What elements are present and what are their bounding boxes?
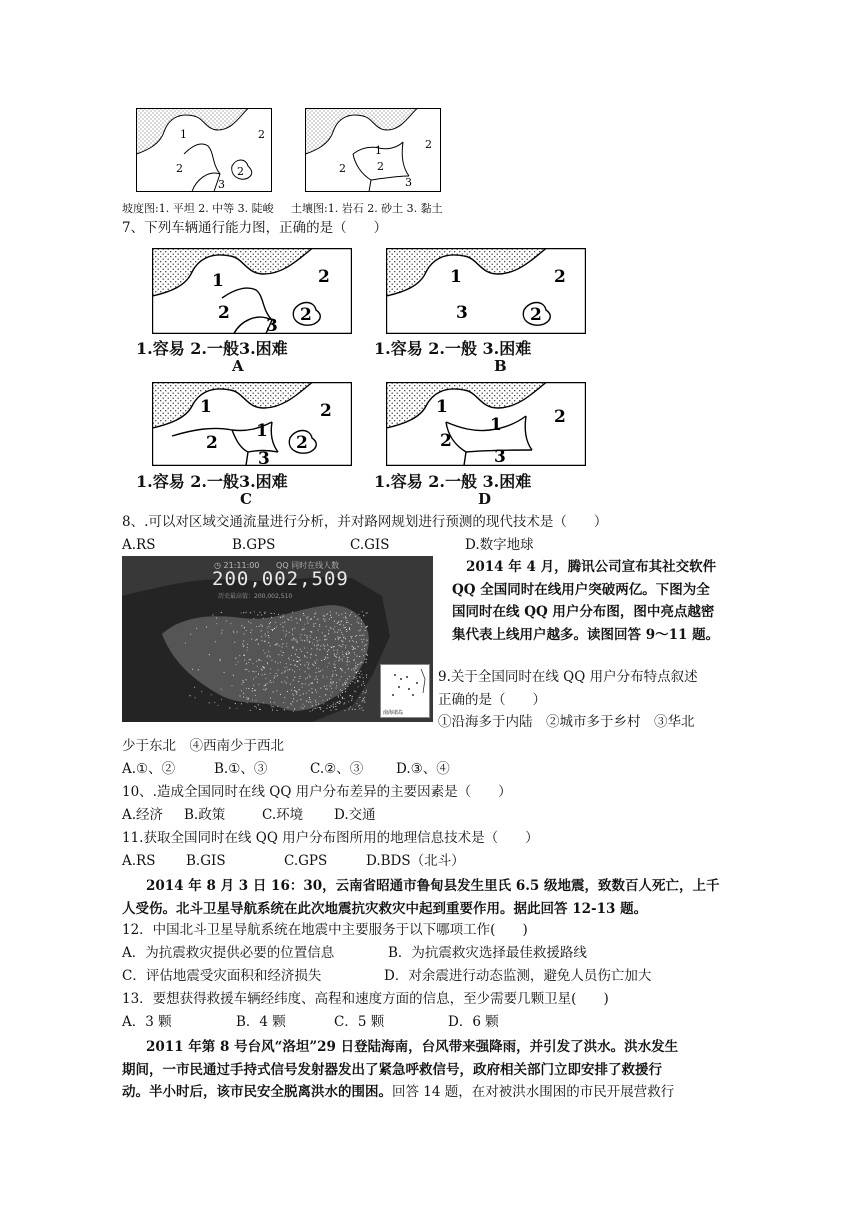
q12-option: B．为抗震救灾选择最佳救援路线 <box>388 945 587 961</box>
slope-caption: 坡度图:1. 平坦 2. 中等 3. 陡峻 <box>122 202 274 215</box>
map-b <box>386 248 586 334</box>
q9-line: 9.关于全国同时在线 QQ 用户分布特点叙述 <box>438 669 698 685</box>
q10-option: C.环境 <box>262 807 304 823</box>
q11-option: C.GPS <box>284 853 328 869</box>
map-c-label: 2 <box>206 433 218 453</box>
letter-c: C <box>240 490 252 508</box>
map-b-label: 2 <box>554 267 566 287</box>
slope-label: 2 <box>176 162 183 175</box>
q9-option: D.③、④ <box>396 761 450 777</box>
flood-intro-rest: 回答 14 题，在对被洪水围困的市民开展营救行 <box>392 1084 675 1100</box>
soil-map <box>305 108 441 192</box>
soil-label: 2 <box>377 160 384 173</box>
map-d-label: 2 <box>440 431 452 451</box>
q13-text: 13．要想获得救援车辆经纬度、高程和速度方面的信息，至少需要几颗卫星( ) <box>122 991 609 1007</box>
q12-option: C．评估地震受灾面积和经济损失 <box>122 968 322 984</box>
map-d-label: 1 <box>490 415 502 435</box>
q10-option: A.经济 <box>122 807 164 823</box>
letter-a: A <box>232 357 244 375</box>
qq-intro-line: 2014 年 4 月，腾讯公司宣布其社交软件 <box>466 559 717 575</box>
legend-c: 1.容易 2.一般3.困难 <box>136 472 288 491</box>
q11-option: A.RS <box>122 853 156 869</box>
flood-intro <box>122 1036 678 1104</box>
legend-b: 1.容易 2.一般 3.困难 <box>374 339 532 358</box>
q8-text: 8、.可以对区域交通流量进行分析，并对路网规划进行预测的现代技术是（ ） <box>122 514 608 530</box>
map-c-label: 2 <box>320 401 332 421</box>
q8-option: D.数字地球 <box>465 537 534 553</box>
south-china-sea-inset <box>380 664 430 718</box>
q9-block <box>438 666 698 734</box>
q9-line: ①沿海多于内陆 ②城市多于乡村 ③华北 <box>438 714 695 730</box>
map-c-label: 3 <box>258 449 270 466</box>
q13-option: B．4 颗 <box>236 1014 286 1030</box>
q13-option: C．5 颗 <box>334 1014 385 1030</box>
q11-text: 11.获取全国同时在线 QQ 用户分布图所用的地理信息技术是（ ） <box>122 830 539 846</box>
q10-option: D.交通 <box>334 807 376 823</box>
quake-intro <box>122 875 720 920</box>
slope-label: 3 <box>218 178 225 191</box>
qq-history-max: 历史最高值：200,002,510 <box>218 593 293 600</box>
soil-label: 2 <box>425 138 432 151</box>
map-c-label: 2 <box>296 433 308 453</box>
qq-intro-line: 集代表上线用户越多。读图回答 9～11 题。 <box>452 626 720 643</box>
qq-time: 21:11:00 <box>223 561 260 570</box>
qq-intro-line: QQ 全国同时在线用户突破两亿。下图为全 <box>452 581 710 598</box>
map-a-label: 2 <box>218 303 230 323</box>
q10-text: 10、.造成全国同时在线 QQ 用户分布差异的主要因素是（ ） <box>122 784 512 800</box>
map-a-label: 2 <box>318 267 330 287</box>
flood-intro-line: 期间，一市民通过手持式信号发射器发出了紧急呼救信号，政府相关部门立即安排了救援行 <box>122 1061 662 1078</box>
map-b-label: 3 <box>456 303 468 323</box>
q12-text: 12．中国北斗卫星导航系统在地震中主要服务于以下哪项工作( ) <box>122 922 528 938</box>
q9-option: B.①、③ <box>214 761 268 777</box>
q11-option: D.BDS（北斗） <box>366 853 465 869</box>
map-c-label: 1 <box>256 421 268 441</box>
q9-option: C.②、③ <box>310 761 364 777</box>
qq-online-count: 200,002,509 <box>212 568 349 590</box>
q12-option: D．对余震进行动态监测，避免人员伤亡加大 <box>384 968 652 984</box>
quake-intro-line: 2014 年 8 月 3 日 16：30，云南省昭通市鲁甸县发生里氏 6.5 级地震，致数百人死亡，上千 <box>146 878 720 894</box>
soil-caption: 土壤图:1. 岩石 2. 砂土 3. 黏土 <box>291 202 443 215</box>
q11-option: B.GIS <box>186 853 226 869</box>
map-a <box>152 248 352 334</box>
q13-option: A．3 颗 <box>122 1014 172 1030</box>
qq-clock-icon: ◷ <box>214 561 224 570</box>
qq-distribution-map <box>122 556 433 722</box>
slope-label: 1 <box>180 128 187 141</box>
q7-text: 7、下列车辆通行能力图，正确的是（ ） <box>122 220 388 236</box>
qq-intro-line: 国同时在线 QQ 用户分布图，图中亮点越密 <box>452 604 715 620</box>
map-d-label: 2 <box>554 407 566 427</box>
qq-intro <box>452 556 719 646</box>
q8-option: C.GIS <box>350 537 390 553</box>
map-b-label: 1 <box>450 267 462 287</box>
legend-d: 1.容易 2.一般 3.困难 <box>374 472 532 491</box>
q8-option: B.GPS <box>232 537 276 553</box>
q8-option: A.RS <box>122 537 156 553</box>
map-a-label: 3 <box>266 316 278 334</box>
inset-islands <box>381 665 429 707</box>
flood-intro-bold: 动。半小时后，该市民安全脱离洪水的围困。 <box>122 1084 392 1100</box>
map-a-label: 1 <box>212 271 224 291</box>
flood-intro-line: 2011 年第 8 号台风“洛坦”29 日登陆海南，台风带来强降雨，并引发了洪水。洪水发生 <box>146 1039 679 1055</box>
q9-option: A.①、② <box>122 761 176 777</box>
q10-option: B.政策 <box>184 807 226 823</box>
map-d-label: 1 <box>436 397 448 417</box>
map-a-label: 2 <box>300 305 312 325</box>
map-d-label: 3 <box>494 447 506 466</box>
inset-label: 南海诸岛 <box>383 710 404 716</box>
q9-line: 正确的是（ ） <box>438 691 546 708</box>
map-d <box>386 382 586 466</box>
legend-a: 1.容易 2.一般3.困难 <box>136 339 288 358</box>
slope-map <box>136 108 272 192</box>
map-b-label: 2 <box>530 305 542 325</box>
soil-label: 3 <box>405 176 412 189</box>
q13-option: D．6 颗 <box>448 1014 499 1030</box>
slope-label: 2 <box>258 128 265 141</box>
q12-option: A．为抗震救灾提供必要的位置信息 <box>122 945 335 961</box>
soil-label: 2 <box>339 162 346 175</box>
letter-b: B <box>494 357 507 375</box>
qq-title: QQ 同时在线人数 <box>276 561 340 570</box>
q9-line: 少于东北 ④西南少于西北 <box>122 738 284 754</box>
map-c-label: 1 <box>200 397 212 417</box>
letter-d: D <box>478 490 492 508</box>
quake-intro-line: 人受伤。北斗卫星导航系统在此次地震抗灾救灾中起到重要作用。据此回答 12-13 题。 <box>122 900 648 917</box>
map-c <box>152 382 352 466</box>
slope-label: 2 <box>237 165 244 178</box>
soil-label: 1 <box>375 144 382 157</box>
